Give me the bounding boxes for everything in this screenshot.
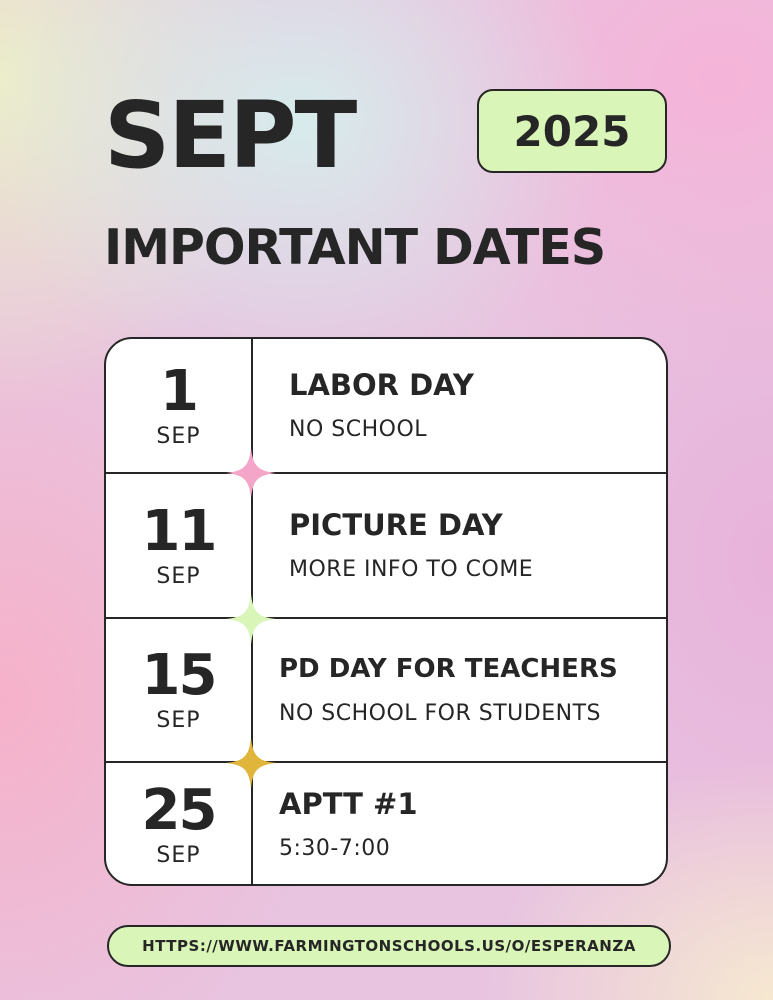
website-link[interactable]: HTTPS://WWW.FARMINGTONSCHOOLS.US/O/ESPERANZA: [107, 925, 671, 967]
dates-table: [104, 337, 668, 886]
page-subtitle: IMPORTANT DATES: [104, 219, 606, 276]
sparkle-icon: [224, 592, 278, 646]
date-day: 15: [141, 643, 216, 708]
event-title: LABOR DAY: [289, 367, 474, 402]
sparkle-icon: [224, 446, 278, 500]
date-month: SEP: [156, 708, 201, 733]
date-day: 1: [160, 358, 197, 424]
event-title: PICTURE DAY: [289, 507, 503, 542]
date-day: 11: [141, 498, 216, 564]
date-month: SEP: [156, 563, 201, 589]
date-day: 25: [141, 777, 216, 843]
event-title: PD DAY FOR TEACHERS: [279, 654, 618, 684]
event-detail: NO SCHOOL FOR STUDENTS: [279, 701, 601, 726]
event-detail: NO SCHOOL: [289, 416, 428, 442]
event-cell: [279, 763, 418, 886]
year-badge: 2025: [477, 89, 667, 173]
event-cell: [279, 619, 618, 761]
event-cell: [289, 474, 533, 617]
date-month: SEP: [156, 842, 201, 868]
page-title: SEPT: [104, 82, 356, 189]
date-month: SEP: [156, 423, 201, 449]
event-title: APTT #1: [279, 786, 418, 821]
event-detail: 5:30-7:00: [279, 835, 391, 861]
event-cell: [289, 339, 474, 472]
sparkle-icon: [224, 736, 278, 790]
event-detail: MORE INFO TO COME: [289, 556, 534, 582]
